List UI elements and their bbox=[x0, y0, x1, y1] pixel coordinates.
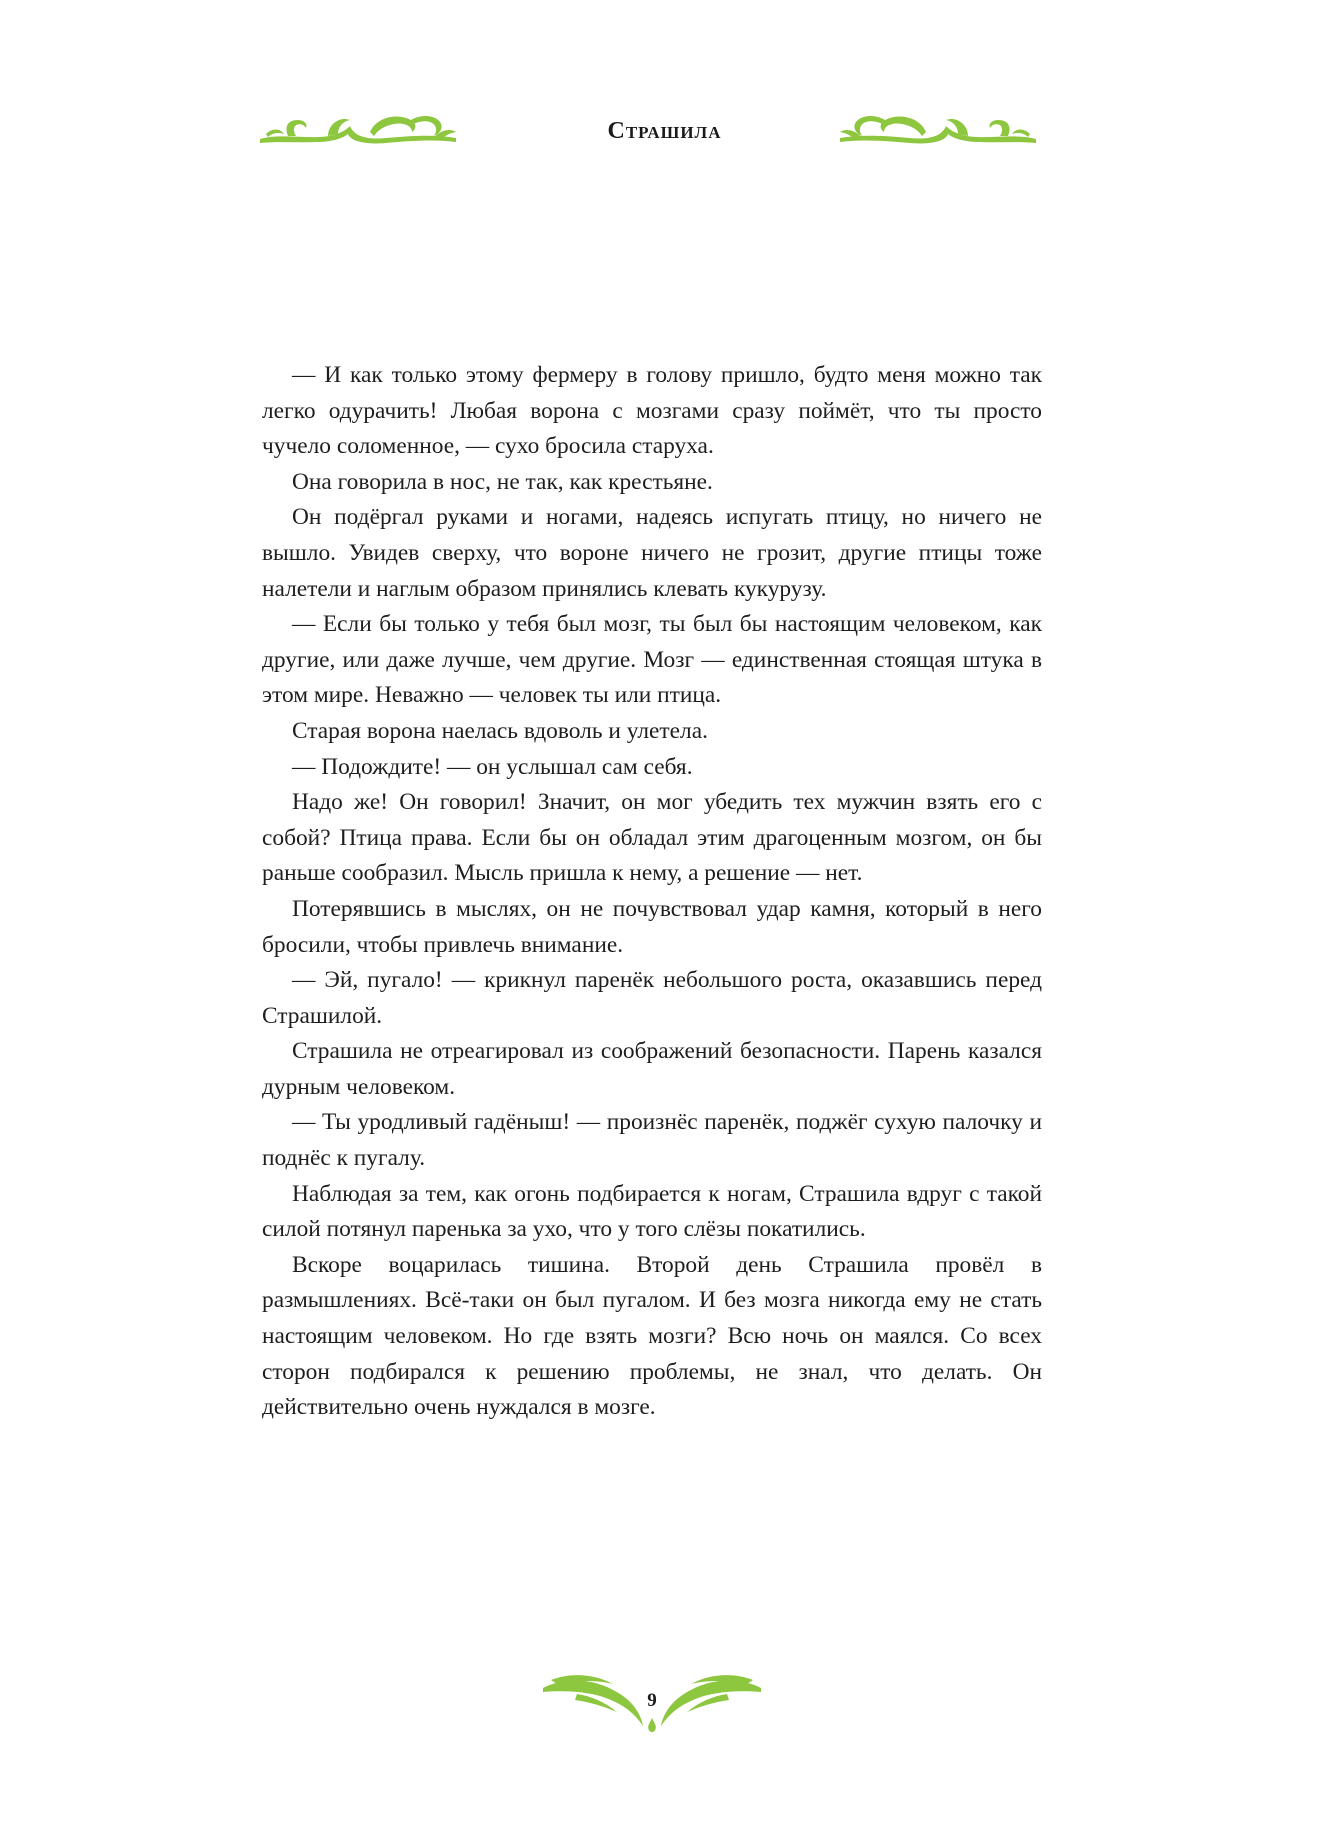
running-title: Страшила bbox=[607, 118, 722, 144]
paragraph: Она говорила в нос, не так, как крестьяне. bbox=[292, 468, 713, 495]
running-header bbox=[0, 110, 1329, 160]
paragraph: Он подёргал руками и ногами, надеясь испугать птицу, но ничего не вышло. Увидев сверху, что вороне ничего не грозит, другие птицы тоже налетели и наглым образом принялись клевать кукурузу. bbox=[262, 504, 1042, 602]
paragraph: Вскоре воцарилась тишина. Второй день Страшила провёл в размышлениях. Всё-таки он был пугалом. И без мозга никогда ему не стать настоящим человеком. Но где взять мозги? Всю ночь он маялся. Со всех сторон подбирался к решению проблемы, не знал, что делать. Он действительно очень нуждался в мозге. bbox=[262, 1251, 1042, 1421]
paragraph: — Эй, пугало! — крикнул паренёк небольшого роста, оказавшись перед Страшилой. bbox=[262, 967, 1042, 1029]
paragraph: Надо же! Он говорил! Значит, он мог убедить тех мужчин взять его с собой? Птица права. Если бы он обладал этим драгоценным мозгом, он бы раньше сообразил. Мысль пришла к нему, а решение — нет. bbox=[262, 789, 1042, 887]
paragraph: — И как только этому фермеру в голову пришло, будто меня можно так легко одурачить! Любая ворона с мозгами сразу поймёт, что ты просто чучело соломенное, — сухо бросила старуха. bbox=[262, 362, 1042, 460]
paragraph: Потерявшись в мыслях, он не почувствовал удар камня, который в него бросили, чтобы привлечь внимание. bbox=[262, 895, 1042, 958]
paragraph: Наблюдая за тем, как огонь подбирается к ногам, Страшила вдруг с такой силой потянул паренька за ухо, что у того слёзы покатились. bbox=[262, 1180, 1042, 1243]
vine-ornament-right-icon bbox=[838, 112, 1038, 146]
body-text bbox=[262, 358, 1042, 1426]
page-footer bbox=[537, 1668, 767, 1734]
paragraph: — Ты уродливый гадёныш! — произнёс паренёк, поджёг сухую палочку и поднёс к пугалу. bbox=[262, 1109, 1042, 1172]
paragraph: Старая ворона наелась вдоволь и улетела. bbox=[292, 717, 708, 744]
paragraph: Страшила не отреагировал из соображений безопасности. Парень казался дурным человеком. bbox=[262, 1038, 1042, 1100]
paragraph: — Подождите! — он услышал сам себя. bbox=[292, 753, 693, 780]
paragraph: — Если бы только у тебя был мозг, ты был бы настоящим человеком, как другие, или даже лучше, чем другие. Мозг — единственная стоящая штука в этом мире. Неважно — человек ты или птица. bbox=[262, 611, 1042, 709]
page-number: 9 bbox=[647, 1690, 657, 1711]
